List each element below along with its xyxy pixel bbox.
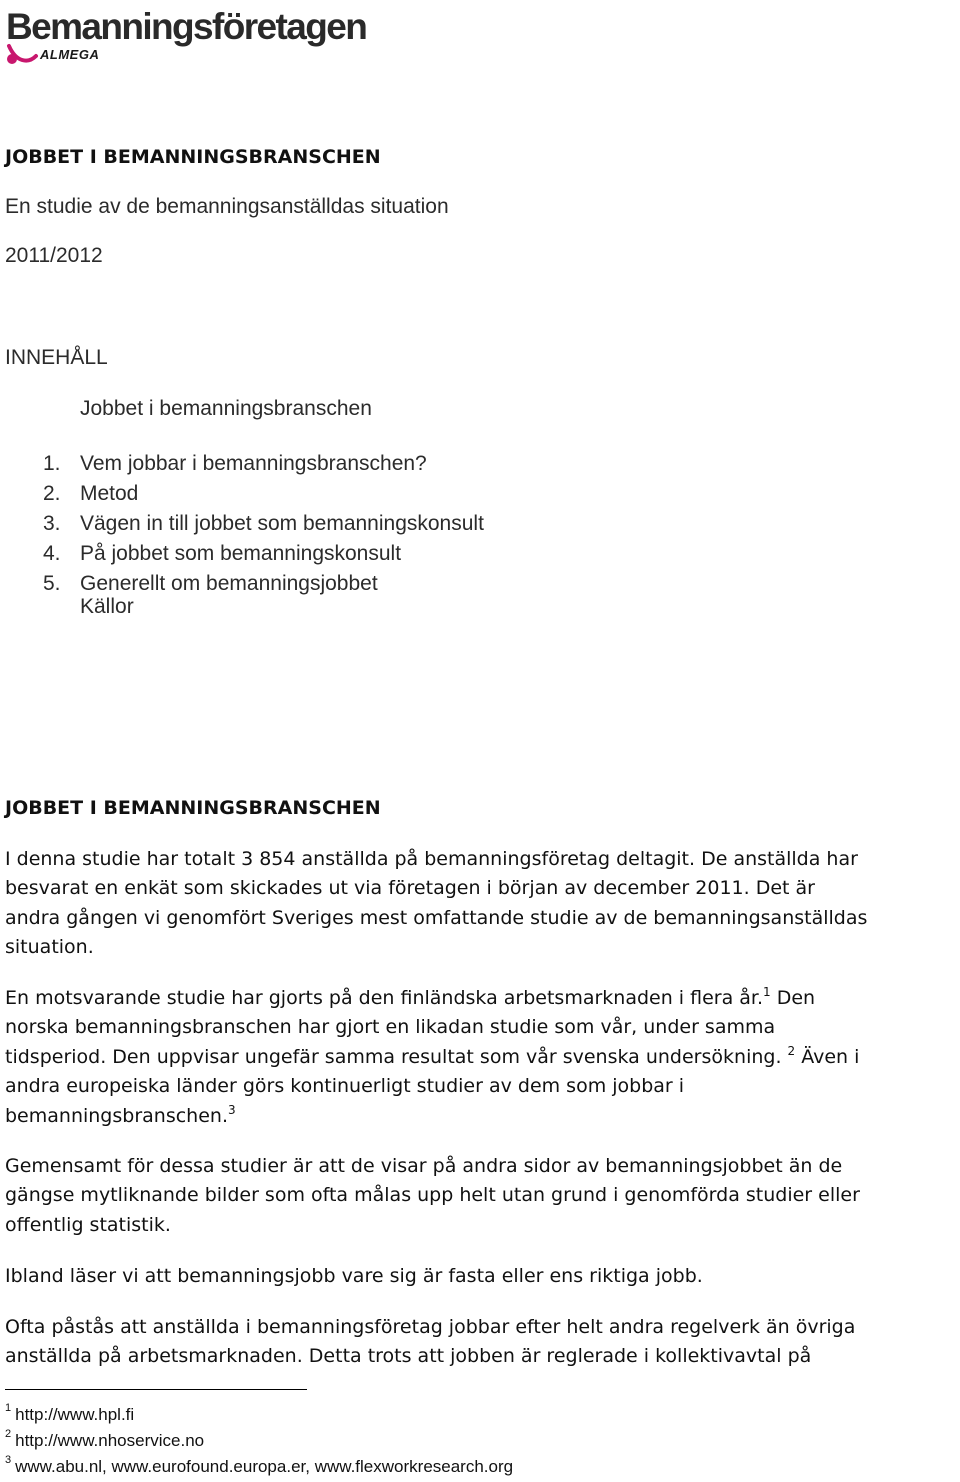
logo-title: Bemanningsföretagen	[6, 6, 367, 47]
toc-item-label: Generellt om bemanningsjobbet	[80, 572, 378, 595]
toc-item-number: 5.	[43, 572, 61, 595]
footnote	[5, 1452, 513, 1478]
paragraph-line: Ibland läser vi att bemanningsjobb vare sig är fasta eller ens riktiga jobb.	[5, 1265, 703, 1287]
paragraph-line: Ofta påstås att anställda i bemanningsföretag jobbar efter helt andra regelverk än övriga	[5, 1316, 856, 1338]
toc-item-label: På jobbet som bemanningskonsult	[80, 542, 402, 565]
footnote-link[interactable]: http://www.nhoservice.no	[15, 1431, 205, 1450]
paragraph-line: andra gången vi genomfört Sveriges mest omfattande studie av de bemanningsanställdas	[5, 906, 868, 929]
paragraph-3	[5, 1152, 960, 1240]
toc-heading: INNEHÅLL	[5, 346, 108, 369]
paragraph-line	[5, 1102, 960, 1131]
toc-item-number: 1.	[43, 452, 61, 475]
document-subtitle: En studie av de bemanningsanställdas situation	[5, 195, 449, 218]
paragraph-line	[5, 984, 960, 1013]
paragraph-5	[5, 1313, 960, 1372]
toc-item	[43, 539, 484, 569]
paragraph-line: gängse mytliknande bilder som ofta målas upp helt utan grund i genomförda studier eller	[5, 1184, 860, 1207]
logo-subtitle: ALMEGA	[40, 47, 100, 62]
toc-list	[43, 449, 484, 599]
footnotes	[5, 1400, 513, 1478]
paragraph-text: En motsvarande studie har gjorts på den finländska arbetsmarknaden i flera år.	[5, 987, 764, 1009]
footnote-number: 3	[5, 1454, 12, 1466]
footnote-ref: 1	[763, 985, 771, 999]
paragraph-text: tidsperiod. Den uppvisar ungefär samma resultat som vår svenska undersökning.	[5, 1045, 788, 1068]
toc-intro: Jobbet i bemanningsbranschen	[80, 397, 372, 420]
footnote-link[interactable]: http://www.hpl.fi	[15, 1405, 135, 1424]
toc-item-number: 3.	[43, 512, 61, 535]
paragraph-2	[5, 984, 960, 1131]
section-heading: JOBBET I BEMANNINGSBRANSCHEN	[5, 797, 381, 819]
paragraph-line: offentlig statistik.	[5, 1213, 171, 1236]
footnote	[5, 1400, 513, 1426]
paragraph-text: Den	[770, 987, 816, 1009]
paragraph-text: bemanningsbranschen.	[5, 1104, 228, 1127]
footnote-number: 2	[5, 1428, 12, 1440]
toc-item-label: Vägen in till jobbet som bemanningskonsult	[80, 512, 484, 535]
paragraph-text: Även i	[795, 1045, 860, 1068]
footnote-ref: 2	[787, 1043, 796, 1058]
paragraph-line: I denna studie har totalt 3 854 anställda på bemanningsföretag deltagit. De anställda har	[5, 848, 858, 870]
footnote-divider	[5, 1389, 307, 1390]
toc-outro: Källor	[80, 595, 134, 618]
paragraph-line: anställda på arbetsmarknaden. Detta trots att jobben är reglerade i kollektivavtal på	[5, 1345, 812, 1368]
toc-item-label: Vem jobbar i bemanningsbranschen?	[80, 452, 427, 475]
paragraph-4	[5, 1262, 960, 1291]
document-year: 2011/2012	[5, 244, 103, 267]
footnote-number: 1	[5, 1402, 12, 1414]
toc-item	[43, 479, 484, 509]
toc-item-number: 4.	[43, 542, 61, 565]
toc-item-label: Metod	[80, 482, 139, 505]
toc-item	[43, 509, 484, 539]
footnote-link[interactable]: www.abu.nl, www.eurofound.europa.er, www.flexworkresearch.org	[15, 1457, 514, 1476]
footnote-ref: 3	[227, 1102, 236, 1117]
paragraph-line: besvarat en enkät som skickades ut via företagen i början av december 2011. Det är	[5, 877, 815, 900]
paragraph-1	[5, 845, 960, 963]
footnote	[5, 1426, 513, 1452]
paragraph-line	[5, 1043, 960, 1072]
paragraph-line: norska bemanningsbranschen har gjort en likadan studie som vår, under samma	[5, 1016, 776, 1039]
toc-item-number: 2.	[43, 482, 61, 505]
company-logo	[6, 2, 367, 70]
paragraph-line: situation.	[5, 936, 94, 959]
document-title: JOBBET I BEMANNINGSBRANSCHEN	[5, 146, 381, 168]
toc-item	[43, 449, 484, 479]
paragraph-line: andra europeiska länder görs kontinuerligt studier av dem som jobbar i	[5, 1075, 685, 1098]
paragraph-line: Gemensamt för dessa studier är att de visar på andra sidor av bemanningsjobbet än de	[5, 1155, 843, 1177]
